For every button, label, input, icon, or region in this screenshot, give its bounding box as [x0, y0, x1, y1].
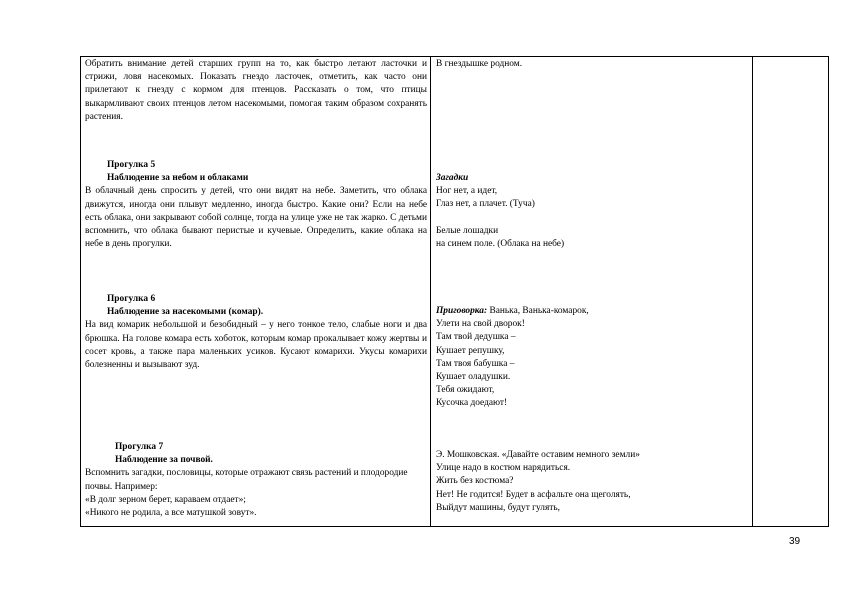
intro-paragraph: Обратить внимание детей старших групп на то, как быстро летают ласточки и стрижи, ловя насекомых. Показать гнездо ласточек, отметить, как часто они прилетают к гнезду с кормом для птенцов. Рассказать о том, что птицы выкармливают своих птенцов летом насекомыми, помогая таким образом сохранять растения.	[85, 59, 427, 122]
poem-line: Выйдут машины, будут гулять,	[436, 502, 560, 513]
walk7-riddle-1: «В долг зерном берет, караваем отдает»;	[85, 494, 246, 505]
riddle-2-line-2: на синем поле. (Облака на небе)	[436, 239, 565, 249]
poem-line: Жить без костюма?	[436, 476, 514, 487]
riddle-1-line-2: Глаз нет, а плачет. (Туча)	[436, 199, 535, 210]
lesson-table	[80, 56, 829, 527]
walk5-subtitle: Наблюдение за небом и облаками	[107, 173, 249, 184]
saying-line: Там твоя бабушка –	[436, 358, 515, 369]
walk7-title: Прогулка 7	[115, 442, 164, 452]
poem-line: Улице надо в костюм нарядиться.	[436, 463, 571, 474]
column-divider-1	[430, 57, 431, 526]
saying-first-line	[436, 305, 746, 318]
walk6-title: Прогулка 6	[107, 294, 156, 304]
poem-block	[436, 449, 746, 515]
walk7-subtitle: Наблюдение за почвой.	[115, 455, 213, 466]
saying-line: Кушает оладушки.	[436, 372, 511, 383]
riddles-label: Загадки	[436, 173, 469, 183]
saying-line: Тебя ожидают,	[436, 385, 495, 396]
walk5-paragraph: В облачный день спросить у детей, что они видят на небе. Заметить, что облака движутся, иногда они плывут медленно, иногда быстро. Какие они? Если на небе есть облака, они закрывают собой солнце, тогда на улице уже не так жарко. С детьми вспомнить, что облака бывают перистые и кучевые. Определить, какие облака на небе в день прогулки.	[85, 186, 427, 250]
saying-line: Кушает репушку,	[436, 345, 505, 356]
walk7-block	[85, 441, 427, 520]
walk6-block	[85, 293, 427, 372]
saying-block	[436, 305, 746, 411]
column-divider-2	[752, 57, 753, 526]
walk5-title: Прогулка 5	[107, 160, 156, 170]
walk6-paragraph: На вид комарик небольшой и безобидный – у него тонкое тело, слабые ноги и два брюшка. На голове комара есть хоботок, которым комар прокалывает кожу жертвы и сосет кровь, а также пара маленьких усиков. Кусают комарихи. Укусы комарихи болезненны и вызывают зуд.	[85, 320, 427, 371]
riddle-1-line-1: Ног нет, а идет,	[436, 186, 498, 197]
poem-title: Э. Мошковская. «Давайте оставим немного земли»	[436, 450, 640, 460]
riddle-2-line-1: Белые лошадки	[436, 225, 499, 236]
poem-line: Нет! Не годится! Будет в асфальте она щеголять,	[436, 489, 631, 500]
intro-block	[85, 58, 427, 124]
saying-line: Улети на свой дворок!	[436, 319, 525, 330]
walk5-block	[85, 159, 427, 251]
saying-label: Приговорка:	[436, 306, 488, 316]
walk7-riddle-2: «Никого не родила, а все матушкой зовут».	[85, 508, 257, 519]
spacer	[436, 212, 746, 225]
saying-line: Там твой дедушка –	[436, 332, 516, 343]
walk6-subtitle: Наблюдение за насекомыми (комар).	[107, 307, 264, 318]
walk7-paragraph: Вспомнить загадки, пословицы, которые отражают связь растений и плодородие почвы. Например:	[85, 468, 408, 492]
saying-first-text: Ванька, Ванька-комарок,	[487, 306, 589, 316]
verse-ending-line: В гнездышке родном.	[436, 59, 523, 69]
verse-ending	[436, 58, 746, 71]
riddles-block	[436, 172, 746, 251]
saying-line: Кусочка доедают!	[436, 398, 508, 409]
page-number: 39	[789, 536, 801, 547]
